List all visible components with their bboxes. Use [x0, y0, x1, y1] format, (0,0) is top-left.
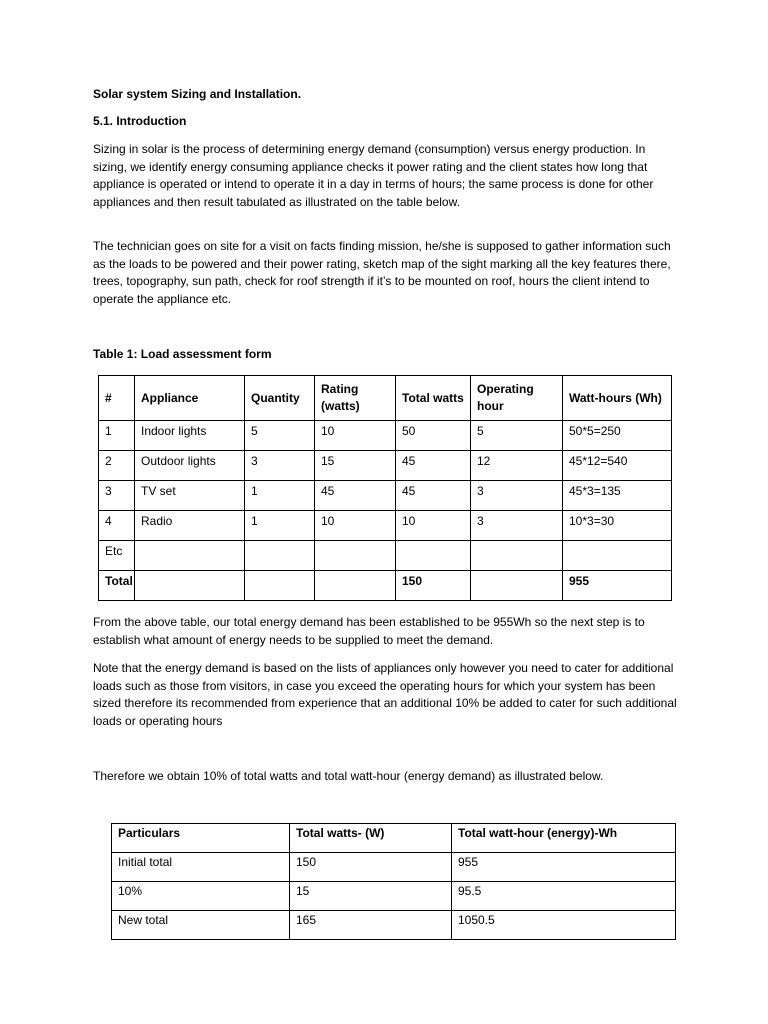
- table-cell: Total: [99, 571, 135, 601]
- table-cell: Particulars: [112, 824, 290, 853]
- table-row: [99, 481, 672, 511]
- table-cell: 3: [471, 511, 563, 541]
- table-cell: 12: [471, 451, 563, 481]
- table-cell: 45: [315, 481, 396, 511]
- table-cell: 95.5: [452, 882, 676, 911]
- table-cell: 45*12=540: [563, 451, 672, 481]
- table-cell: 15: [290, 882, 452, 911]
- load-assessment-table: [98, 375, 672, 601]
- intro-paragraph-2: The technician goes on site for a visit on facts finding mission, he/she is supposed to gather information such as the loads to be powered and their power rating, sketch map of the sight marking all the key features there, trees, topography, sun path, check for roof strength if it’s to be mounted on roof, hours the client intend to operate the appliance etc.: [93, 239, 671, 306]
- table-cell: Radio: [135, 511, 245, 541]
- table-cell: [315, 571, 396, 601]
- table-cell: Appliance: [135, 376, 245, 421]
- table-cell: Watt-hours (Wh): [563, 376, 672, 421]
- table-cell: 45: [396, 451, 471, 481]
- table-cell: [315, 541, 396, 571]
- table-row: [112, 882, 676, 911]
- paragraph-4: Note that the energy demand is based on the lists of appliances only however you need to cater for additional loads such as those from visitors, in case you exceed the operating hours for which your system has been sized therefore its recommended from experience that an additional 10% be added to cater for such additional loads or operating hours: [93, 661, 677, 728]
- table-cell: [135, 571, 245, 601]
- table-row: [112, 911, 676, 940]
- table-cell: [471, 571, 563, 601]
- paragraph-5: Therefore we obtain 10% of total watts and total watt-hour (energy demand) as illustrated below.: [93, 769, 604, 783]
- table-cell: [471, 541, 563, 571]
- table-cell: Initial total: [112, 853, 290, 882]
- table-cell: 50*5=250: [563, 421, 672, 451]
- intro-paragraph-1: Sizing in solar is the process of determining energy demand (consumption) versus energy production. In sizing, we identify energy consuming appliance checks it power rating and the client states how long that appliance is operated or intend to operate it in a day in terms of hours; the same process is done for other appliances and then result tabulated as illustrated on the table below.: [93, 142, 654, 209]
- table-cell: Indoor lights: [135, 421, 245, 451]
- table-cell: 1: [245, 481, 315, 511]
- table-cell: 1050.5: [452, 911, 676, 940]
- table-cell: Etc: [99, 541, 135, 571]
- table-cell: 50: [396, 421, 471, 451]
- table1-caption: Table 1: Load assessment form: [93, 347, 272, 361]
- summary-table: [111, 823, 676, 940]
- table-cell: 10*3=30: [563, 511, 672, 541]
- table-cell: 10: [315, 421, 396, 451]
- table-cell: 5: [471, 421, 563, 451]
- table-cell: 3: [99, 481, 135, 511]
- table-cell: 1: [245, 511, 315, 541]
- table-cell: [245, 541, 315, 571]
- table-cell: 955: [452, 853, 676, 882]
- table-cell: Quantity: [245, 376, 315, 421]
- section-heading: 5.1. Introduction: [93, 114, 187, 128]
- table-row: [99, 451, 672, 481]
- table-cell: New total: [112, 911, 290, 940]
- document-title: Solar system Sizing and Installation.: [93, 87, 302, 101]
- table-row: [112, 853, 676, 882]
- table-cell: [135, 541, 245, 571]
- table-cell: Total watts- (W): [290, 824, 452, 853]
- table-cell: 5: [245, 421, 315, 451]
- table-row: [99, 511, 672, 541]
- table-cell: Total watts: [396, 376, 471, 421]
- table-cell: 3: [471, 481, 563, 511]
- table-cell: 15: [315, 451, 396, 481]
- table-row: [99, 541, 672, 571]
- table-cell: 2: [99, 451, 135, 481]
- table-cell: [245, 571, 315, 601]
- table-cell: 150: [396, 571, 471, 601]
- table-total-row: [99, 571, 672, 601]
- table-header-row: [112, 824, 676, 853]
- table-cell: 1: [99, 421, 135, 451]
- table-cell: 3: [245, 451, 315, 481]
- table-cell: 955: [563, 571, 672, 601]
- table-cell: 4: [99, 511, 135, 541]
- table-cell: [396, 541, 471, 571]
- table-cell: 150: [290, 853, 452, 882]
- table-cell: #: [99, 376, 135, 421]
- table-cell: [563, 541, 672, 571]
- table-cell: TV set: [135, 481, 245, 511]
- table-cell: 45*3=135: [563, 481, 672, 511]
- table-cell: 45: [396, 481, 471, 511]
- table-cell: 10: [315, 511, 396, 541]
- table-cell: Rating (watts): [315, 376, 396, 421]
- table-cell: Operating hour: [471, 376, 563, 421]
- table-cell: 10: [396, 511, 471, 541]
- table-cell: Outdoor lights: [135, 451, 245, 481]
- table-cell: Total watt-hour (energy)-Wh: [452, 824, 676, 853]
- table-cell: 10%: [112, 882, 290, 911]
- table-header-row: [99, 376, 672, 421]
- paragraph-3: From the above table, our total energy demand has been established to be 955Wh so the next step is to establish what amount of energy needs to be supplied to meet the demand.: [93, 615, 645, 647]
- table-row: [99, 421, 672, 451]
- table-cell: 165: [290, 911, 452, 940]
